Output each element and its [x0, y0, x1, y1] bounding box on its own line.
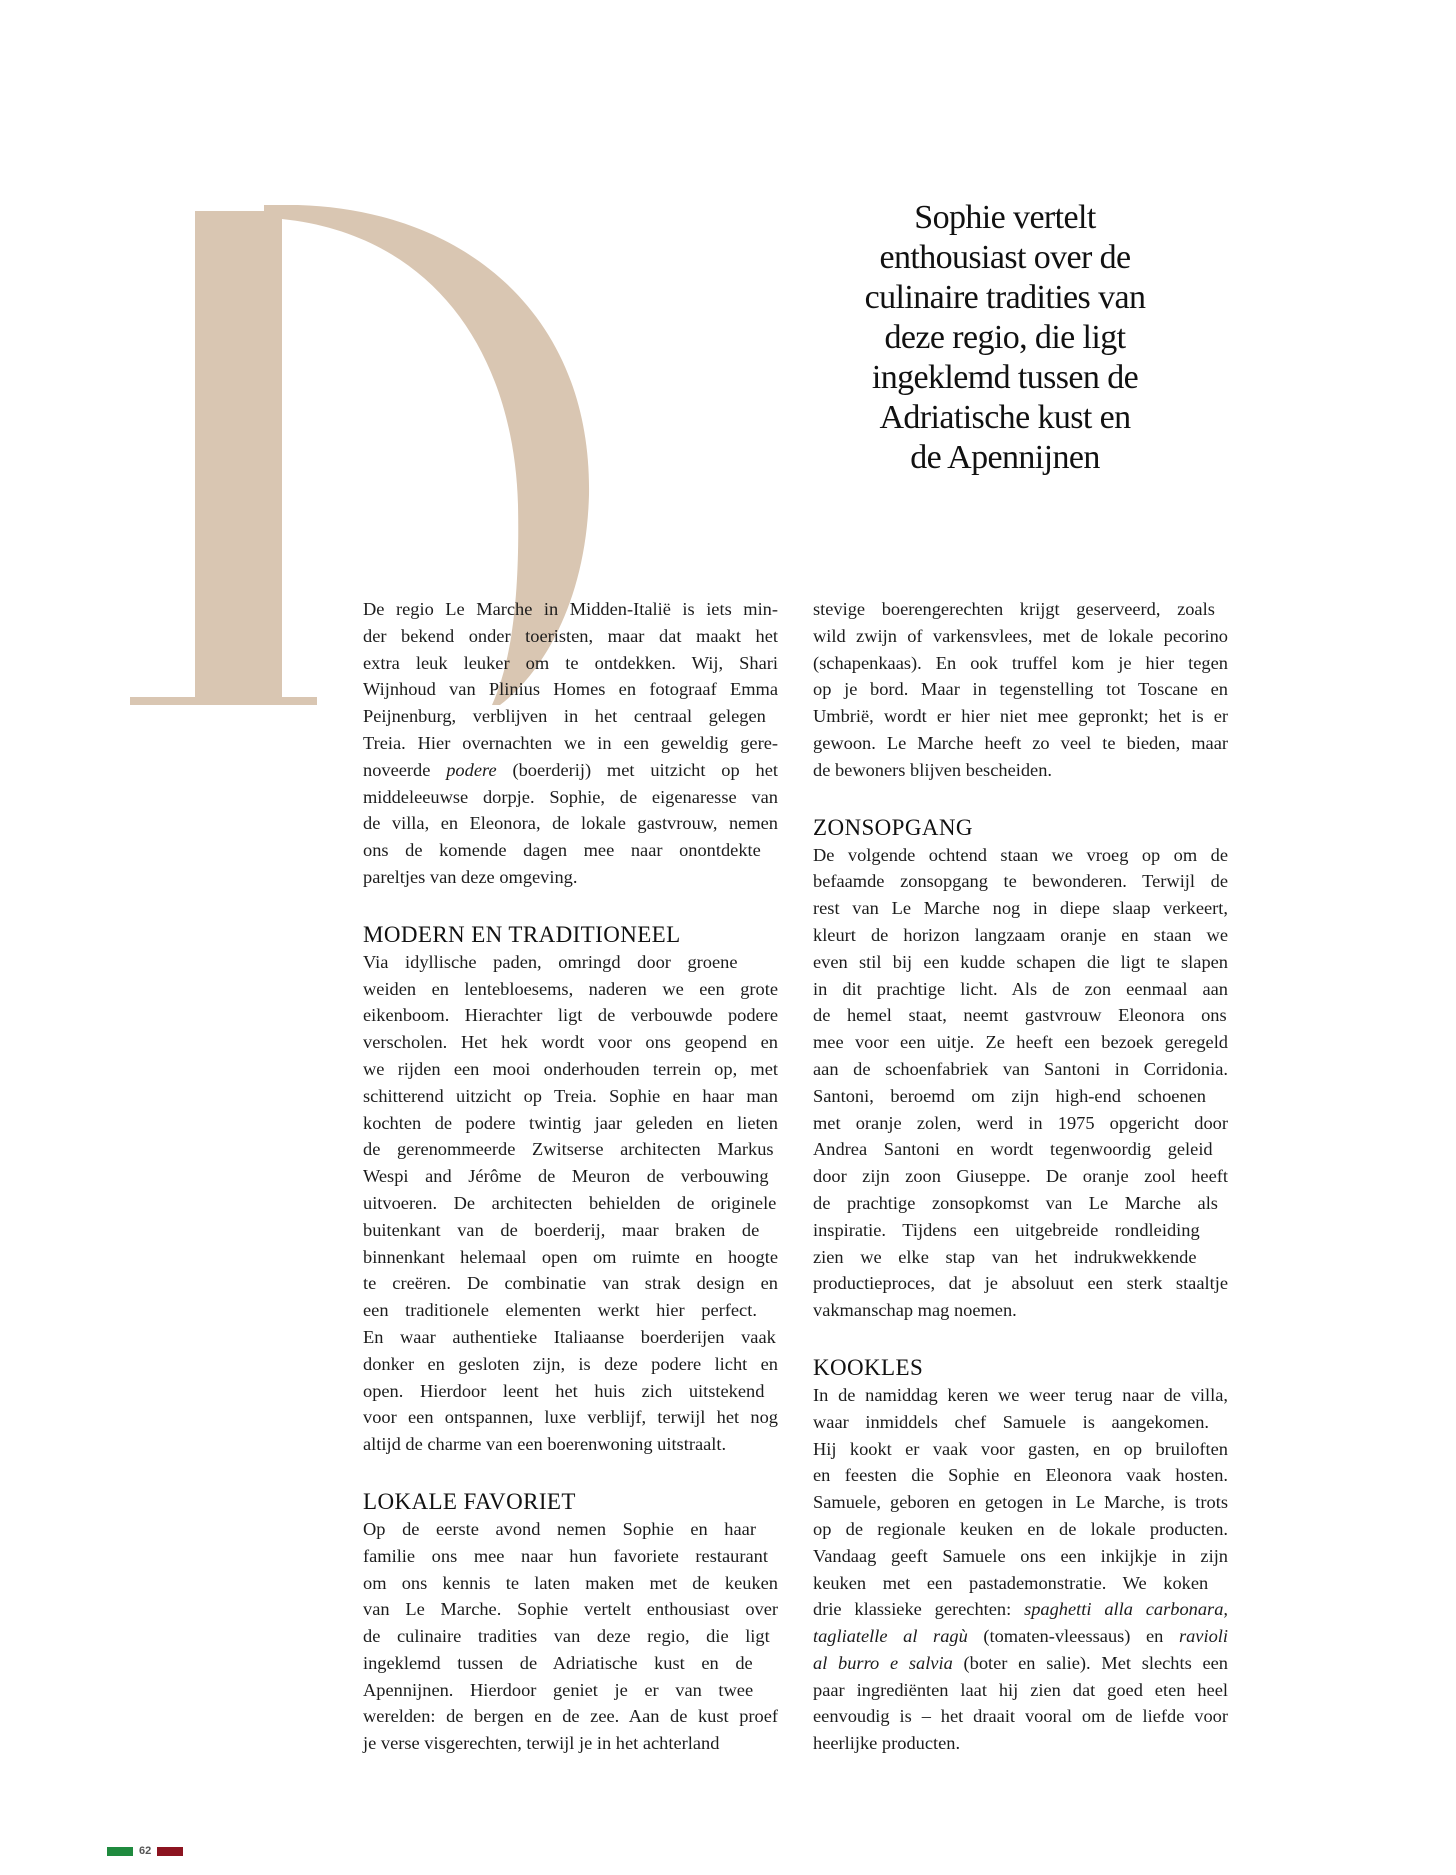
body-paragraph — [363, 596, 778, 891]
pull-quote — [830, 198, 1180, 478]
text-line: gewoon. Le Marche heeft zo veel te bieden, maar — [813, 732, 1228, 753]
text-line: stevige boerengerechten krijgt geserveerd, zoals — [813, 599, 1215, 619]
text-line: kochten de podere twintig jaar geleden en lieten — [363, 1112, 778, 1133]
text-line: Vandaag geeft Samuele ons een inkijkje in zijn — [813, 1545, 1228, 1566]
text-line: drie klassieke gerechten: spaghetti alla carbonara, — [813, 1599, 1228, 1620]
body-paragraph — [813, 1382, 1228, 1757]
text-line: familie ons mee naar hun favoriete restaurant — [363, 1545, 768, 1566]
text-line: door zijn zoon Giuseppe. De oranje zool heeft — [813, 1166, 1228, 1187]
pull-quote-line: culinaire tradities van — [864, 279, 1146, 316]
section-heading: MODERN EN TRADITIONEEL — [363, 921, 681, 947]
text-line: inspiratie. Tijdens een uitgebreide rondleiding — [813, 1219, 1200, 1240]
section-heading: ZONSOPGANG — [813, 814, 973, 840]
text-line: middeleeuwse dorpje. Sophie, de eigenaresse van — [363, 786, 778, 807]
body-paragraph — [813, 596, 1228, 784]
flag-green-bar — [107, 1847, 133, 1856]
text-line: om ons kennis te laten maken met de keuken — [363, 1572, 778, 1593]
text-line: Wespi and Jérôme de Meuron de verbouwing — [363, 1166, 769, 1187]
text-line: werelden: de bergen en de zee. Aan de kust proef — [363, 1706, 778, 1727]
text-line: al burro e salvia (boter en salie). Met slechts een — [813, 1652, 1228, 1673]
text-line: Via idyllische paden, omringd door groene — [363, 951, 738, 972]
article-column-left — [363, 596, 778, 1757]
text-line: waar inmiddels chef Samuele is aangekomen. — [813, 1411, 1210, 1432]
text-line: en feesten die Sophie en Eleonora vaak hosten. — [813, 1465, 1228, 1486]
text-line: Umbrië, wordt er hier niet mee gepronkt; het is er — [813, 706, 1228, 727]
text-line: van Le Marche. Sophie vertelt enthousiast over — [363, 1599, 778, 1620]
text-line: Santoni, beroemd om zijn high-end schoenen — [813, 1085, 1206, 1106]
text-line: schitterend uitzicht op Treia. Sophie en haar man — [363, 1085, 778, 1106]
text-line: pareltjes van deze omgeving. — [363, 866, 578, 887]
text-line: Samuele, geboren en getogen in Le Marche, is trots — [813, 1492, 1228, 1513]
dropcap-stem — [130, 205, 317, 705]
pull-quote-line: Sophie vertelt — [914, 199, 1096, 236]
pull-quote-line: Adriatische kust en — [879, 399, 1131, 436]
text-line: een traditionele elementen werkt hier perfect. — [363, 1300, 757, 1321]
text-line: paar ingrediënten laat hij zien dat goed eten heel — [813, 1679, 1228, 1700]
pull-quote-line: ingeklemd tussen de — [871, 359, 1139, 396]
text-line: noveerde podere (boerderij) met uitzicht op het — [363, 759, 778, 780]
text-line: extra leuk leuker om te ontdekken. Wij, Shari — [363, 652, 778, 673]
text-line: de villa, en Eleonora, de lokale gastvrouw, nemen — [363, 813, 778, 834]
text-line: op de regionale keuken en de lokale producten. — [813, 1518, 1228, 1539]
text-line: de prachtige zonsopkomst van Le Marche als — [813, 1192, 1218, 1213]
text-line: kleurt de horizon langzaam oranje en staan we — [813, 924, 1228, 945]
text-line: je verse visgerechten, terwijl je in het achterland — [363, 1733, 720, 1754]
text-line: (schapenkaas). En ook truffel kom je hier tegen — [813, 652, 1228, 673]
text-line: eenvoudig is – het draait vooral om de liefde voor — [813, 1706, 1228, 1727]
body-paragraph — [813, 842, 1228, 1324]
body-paragraph — [363, 949, 778, 1458]
text-line: binnenkant helemaal open om ruimte en hoogte — [363, 1246, 778, 1267]
flag-red-bar — [157, 1847, 183, 1856]
text-line: we rijden een mooi onderhouden terrein op, met — [363, 1058, 778, 1079]
page-number: 62 — [139, 1845, 152, 1857]
text-line: aan de schoenfabriek van Santoni in Corridonia. — [813, 1058, 1228, 1079]
text-line: vakmanschap mag noemen. — [813, 1300, 1017, 1321]
text-line: open. Hierdoor leent het huis zich uitstekend — [363, 1380, 765, 1401]
text-line: buitenkant van de boerderij, maar braken de — [363, 1219, 760, 1240]
pull-quote-line: enthousiast over de — [879, 239, 1131, 276]
text-line: altijd de charme van een boerenwoning uitstraalt. — [363, 1434, 727, 1455]
text-line: even stil bij een kudde schapen die ligt te slapen — [813, 951, 1228, 972]
text-line: met oranje zolen, werd in 1975 opgericht door — [813, 1112, 1228, 1133]
pull-quote-line: de Apennijnen — [910, 439, 1100, 476]
pull-quote-line: deze regio, die ligt — [884, 319, 1126, 356]
text-line: verscholen. Het hek wordt voor ons geopend en — [363, 1032, 778, 1053]
text-line: En waar authentieke Italiaanse boerderijen vaak — [363, 1326, 776, 1347]
text-line: Wijnhoud van Plinius Homes en fotograaf Emma — [363, 679, 778, 700]
text-line: rest van Le Marche nog in diepe slaap verkeert, — [813, 898, 1228, 919]
text-line: wild zwijn of varkensvlees, met de lokale pecorino — [813, 625, 1228, 646]
text-line: heerlijke producten. — [813, 1733, 961, 1754]
text-line: Treia. Hier overnachten we in een geweldig gere- — [363, 732, 778, 753]
section-heading: KOOKLES — [813, 1354, 924, 1380]
text-line: Andrea Santoni en wordt tegenwoordig geleid — [813, 1139, 1213, 1160]
text-line: Hij kookt er vaak voor gasten, en op bruiloften — [813, 1438, 1228, 1459]
text-line: De volgende ochtend staan we vroeg op om de — [813, 844, 1228, 865]
text-line: uitvoeren. De architecten behielden de originele — [363, 1192, 777, 1213]
text-line: eikenboom. Hierachter ligt de verbouwde podere — [363, 1005, 778, 1026]
text-line: te creëren. De combinatie van strak design en — [363, 1273, 778, 1294]
text-line: zien we elke stap van het indrukwekkende — [813, 1246, 1197, 1267]
text-line: In de namiddag keren we weer terug naar de villa, — [813, 1384, 1228, 1405]
text-line: productieproces, dat je absoluut een sterk staaltje — [813, 1273, 1228, 1294]
text-line: weiden en lentebloesems, naderen we een grote — [363, 978, 778, 999]
text-line: Apennijnen. Hierdoor geniet je er van twee — [363, 1679, 754, 1700]
text-line: keuken met een pastademonstratie. We koken — [813, 1572, 1209, 1593]
text-line: befaamde zonsopgang te bewonderen. Terwijl de — [813, 871, 1228, 892]
section-heading: LOKALE FAVORIET — [363, 1488, 576, 1514]
text-line: de bewoners blijven bescheiden. — [813, 759, 1052, 780]
text-line: ingeklemd tussen de Adriatische kust en de — [363, 1652, 753, 1673]
text-line: de culinaire tradities van deze regio, die ligt — [363, 1626, 770, 1647]
text-line: voor een ontspannen, luxe verblijf, terwijl het nog — [363, 1407, 778, 1428]
text-line: De regio Le Marche in Midden-Italië is iets min- — [363, 599, 778, 619]
text-line: donker en gesloten zijn, is deze podere licht en — [363, 1353, 778, 1374]
text-line: in dit prachtige licht. Als de zon eenmaal aan — [813, 978, 1228, 999]
text-line: de gerenommeerde Zwitserse architecten Markus — [363, 1139, 774, 1160]
text-line: de hemel staat, neemt gastvrouw Eleonora ons — [813, 1005, 1227, 1026]
text-line: Op de eerste avond nemen Sophie en haar — [363, 1518, 756, 1539]
text-line: Peijnenburg, verblijven in het centraal gelegen — [363, 706, 766, 727]
text-line: mee voor een uitje. Ze heeft een bezoek geregeld — [813, 1032, 1228, 1053]
text-line: tagliatelle al ragù (tomaten-vleessaus) en ravioli — [813, 1626, 1228, 1647]
body-paragraph — [363, 1516, 778, 1757]
text-line: op je bord. Maar in tegenstelling tot Toscane en — [813, 679, 1228, 700]
article-column-right — [813, 596, 1228, 1757]
text-line: ons de komende dagen mee naar onontdekte — [363, 840, 761, 861]
page-footer — [107, 1845, 183, 1857]
text-line: der bekend onder toeristen, maar dat maakt het — [363, 625, 778, 646]
